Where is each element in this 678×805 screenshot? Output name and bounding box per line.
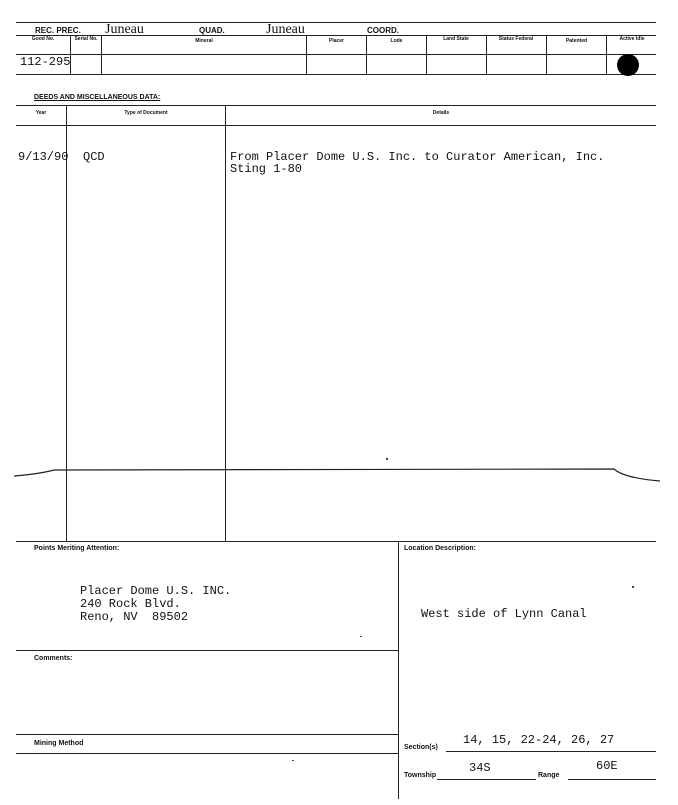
- good-no-value: 112-295: [20, 55, 71, 69]
- points-line1: Placer Dome U.S. INC.: [80, 584, 232, 598]
- col-land-state: Land State: [443, 36, 469, 42]
- deeds-rule-top: [16, 105, 656, 106]
- mining-method-label: Mining Method: [34, 740, 84, 747]
- coord-label: COORD.: [367, 26, 399, 35]
- comments-label: Comments:: [34, 655, 73, 662]
- points-label: Points Meriting Attention:: [34, 545, 120, 552]
- deed-row-type: QCD: [83, 150, 105, 164]
- header-vsep: [486, 35, 487, 74]
- active-marker-dot: [617, 54, 639, 76]
- col-status-federal: Status Federal: [498, 36, 534, 42]
- deed-row-year: 9/13/90: [18, 150, 69, 164]
- col-lode: Lode: [390, 38, 403, 44]
- col-serial-no: Serial No.: [74, 36, 98, 42]
- township-underline: [437, 779, 536, 780]
- page-fold-line: [14, 462, 660, 486]
- deed-row-details-line1: From Placer Dome U.S. Inc. to Curator American, Inc.: [230, 150, 605, 164]
- scan-speck: [632, 586, 634, 588]
- col-patented: Patented: [565, 38, 588, 44]
- township-value: 34S: [469, 761, 491, 775]
- quad-value: Juneau: [266, 22, 305, 37]
- col-placer: Placer: [328, 38, 344, 44]
- scan-speck: [386, 458, 388, 460]
- deed-row-details-line2: Sting 1-80: [230, 162, 303, 176]
- scan-speck: [292, 760, 294, 761]
- section-underline: [446, 751, 656, 752]
- quad-label: QUAD.: [199, 26, 225, 35]
- range-underline: [568, 779, 656, 780]
- section-value: 14, 15, 22-24, 26, 27: [463, 733, 615, 747]
- section-label: Section(s): [404, 744, 438, 751]
- deeds-col-type: Type of Document: [124, 110, 168, 116]
- mining-rule-2: [16, 753, 398, 754]
- scan-speck: [360, 636, 362, 637]
- lower-vsep: [398, 541, 399, 799]
- header-rule-3: [16, 54, 656, 55]
- location-label: Location Description:: [404, 545, 476, 552]
- rec-prec-value: Juneau: [105, 22, 144, 37]
- location-value: West side of Lynn Canal: [421, 607, 587, 621]
- deeds-rule-header: [16, 125, 656, 126]
- col-mineral: Mineral: [195, 38, 213, 44]
- range-label: Range: [538, 772, 560, 779]
- header-vsep: [606, 35, 607, 74]
- points-line3: Reno, NV 89502: [80, 610, 189, 624]
- range-value: 60E: [596, 759, 618, 773]
- township-label: Township: [404, 772, 437, 779]
- col-good-no: Good No.: [31, 36, 55, 42]
- rec-prec-label: REC. PREC.: [35, 26, 81, 35]
- deeds-col-details: Details: [432, 110, 450, 116]
- col-active-idle: Active Idle: [619, 36, 645, 42]
- header-vsep: [426, 35, 427, 74]
- mining-rule: [16, 734, 398, 735]
- comments-rule: [16, 650, 398, 651]
- points-line2: 240 Rock Blvd.: [80, 597, 181, 611]
- deeds-section-title: DEEDS AND MISCELLANEOUS DATA:: [34, 94, 161, 101]
- header-rule-2: [16, 35, 656, 36]
- deeds-col-year: Year: [35, 110, 47, 116]
- header-rule-4: [16, 74, 656, 75]
- deeds-rule-bottom: [16, 541, 656, 542]
